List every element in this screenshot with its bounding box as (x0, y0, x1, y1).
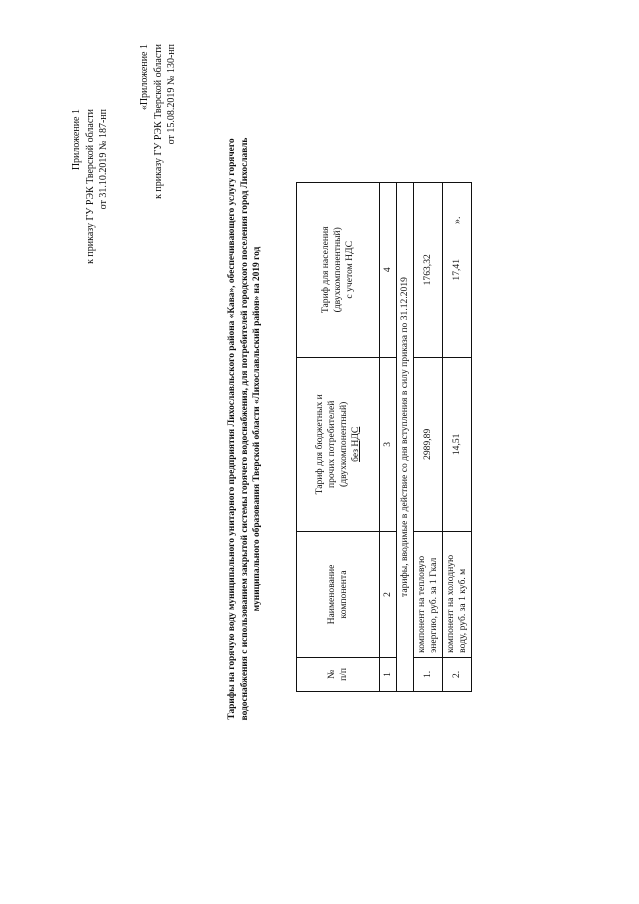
table-row (443, 183, 472, 692)
component-text: компонент на тепловую (416, 555, 427, 653)
row-component (414, 532, 443, 658)
header-cell-number (297, 657, 380, 691)
header-text: (двухкомпонентный) (332, 227, 343, 313)
component-text: компонент на холодную (445, 554, 456, 653)
row-budget-value: 2989,89 (414, 357, 443, 532)
component-text: энергию, руб. за 1 Гкал (428, 557, 439, 653)
quote-header-block (138, 44, 179, 254)
header-text: с учетом НДС (344, 241, 355, 299)
closing-quote: ». (452, 216, 463, 224)
title-line-2: водоснабжения с использованием закрытой системы горячего водоснабжения, для потребителей городского поселения город Лихославль (239, 137, 250, 721)
header-text: прочих потребителей (326, 400, 337, 489)
tariff-table (296, 182, 472, 692)
header-line-3: от 31.10.2019 № 187-нп (98, 109, 109, 210)
validity-text: тарифы, вводимые в действие со дня вступления в силу приказа по 31.12.2019 (397, 183, 414, 692)
header-text: (двухкомпонентный) (338, 401, 349, 487)
quote-header-line-1: «Приложение 1 (139, 44, 150, 111)
header-text: № (326, 669, 337, 680)
header-line-1: Приложение 1 (71, 109, 82, 171)
column-number-row (380, 183, 397, 692)
row-number: 2. (443, 657, 472, 691)
title-line-3: муниципального образования Тверской области «Лихославльский район» на 2019 год (252, 246, 262, 612)
title-line-1: Тарифы на горячую воду муниципального унитарного предприятия Лихославльского района «Кава», обеспечивающего услугу горячего (227, 138, 237, 720)
header-line-2: к приказу ГУ РЭК Тверской области (84, 109, 96, 264)
header-text: без НДС (350, 426, 361, 462)
component-text: воду, руб. за 1 куб. м (457, 568, 468, 653)
header-text: п/п (338, 667, 349, 681)
column-number: 1 (380, 657, 397, 691)
table-row (414, 183, 443, 692)
table-header-row (297, 183, 380, 692)
header-text: компонента (338, 570, 349, 619)
validity-row (397, 183, 414, 692)
header-cell-component (297, 532, 380, 658)
header-cell-population-tariff (297, 183, 380, 358)
row-component (443, 532, 472, 658)
header-block (70, 109, 111, 319)
row-budget-value: 14,51 (443, 357, 472, 532)
header-text: Тариф для населения (320, 226, 331, 314)
quote-header-line-3: от 15.08.2019 № 130-нп (166, 44, 177, 145)
row-population-value: 17,41 (443, 183, 472, 358)
column-number: 2 (380, 532, 397, 658)
quote-header-line-2: к приказу ГУ РЭК Тверской области (152, 44, 164, 199)
document-title (226, 49, 264, 809)
column-number: 3 (380, 357, 397, 532)
header-cell-budget-tariff (297, 357, 380, 532)
row-number: 1. (414, 657, 443, 691)
column-number: 4 (380, 183, 397, 358)
header-text: Тариф для бюджетных и (314, 394, 325, 495)
row-population-value: 1763,32 (414, 183, 443, 358)
header-text: Наименование (326, 564, 337, 625)
